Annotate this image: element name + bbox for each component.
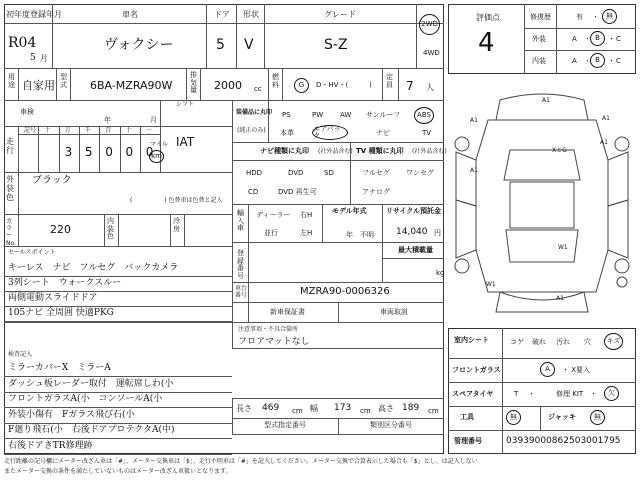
import-label: 輸入車 — [237, 209, 244, 233]
inspect-year: 年 — [104, 116, 111, 124]
front-glass-a-circled: A — [540, 362, 555, 377]
sales-line-rule — [4, 306, 232, 307]
fuel-label: 燃料 — [272, 73, 279, 89]
model-value: 6BA-MZRA90W — [90, 79, 173, 92]
separator: ・ — [592, 13, 599, 21]
exterior-grade-c: C — [616, 35, 621, 43]
spare-missing-circled: 欠 — [604, 386, 619, 401]
shape-label: 形状 — [243, 10, 259, 19]
reg-month-unit: 月 — [40, 54, 48, 63]
reg-month: 5 — [30, 53, 36, 63]
width-label: 幅 — [310, 404, 318, 413]
mileage-place-header: 十 — [125, 127, 132, 134]
right-front-door — [608, 152, 628, 206]
mileage-label: 走行 — [6, 137, 14, 155]
exterior-color-label: 外装色 — [6, 175, 14, 202]
nav-sd: SD — [324, 169, 334, 177]
footer-note-1: 走行距離の記号欄にメーター改ざん車は「#」、メーター交換車は「$」、走行不明車は「#」を記入してください。メーター交換で合算表示した場合も「$」とし、は記入しない — [4, 458, 478, 465]
max-load-label: 最大積載量 — [398, 246, 433, 254]
equipment-label: 装備品に丸印 — [236, 109, 273, 116]
footer-note-2: またメーター交換の条件を満たしていないものはメーター改ざん車扱いとなります。 — [4, 468, 232, 475]
usage-value: 自家用 — [22, 79, 55, 92]
sales-line-rule — [4, 276, 232, 277]
length-value: 469 — [262, 403, 280, 413]
sales-point-line: 105ナビ 全周囲 快適PKG — [8, 308, 114, 318]
tv-type-label: TV 種類に丸印 — [356, 147, 404, 155]
right-rear-door — [608, 200, 628, 258]
mileage-place-header: 一 — [145, 127, 152, 134]
mileage-digit: 0 — [125, 145, 134, 159]
interior-grade-c: C — [616, 57, 621, 65]
doors-value: 5 — [216, 37, 225, 53]
separator: ・ — [584, 57, 591, 65]
separator: ・ — [608, 57, 615, 65]
equip-pw: PW — [312, 111, 324, 119]
mileage-digit: 0 — [145, 145, 154, 159]
reg-date-label: 初年度登録年月 — [6, 10, 62, 19]
sales-line-rule — [4, 291, 232, 292]
sales-point-line: キーレス ナビ フルセグ バックカメラ — [8, 263, 179, 273]
seat-scratch-circled: キズ — [604, 333, 623, 350]
doors-label: ドア — [214, 10, 230, 19]
repair-no-circled: 無 — [602, 9, 617, 24]
mileage-digit: 0 — [105, 145, 113, 159]
mileage-place-header: 記号 — [24, 127, 37, 134]
fuel-options: D・HV・( ) — [316, 81, 372, 89]
mileage-cell-divider — [99, 126, 100, 172]
length-unit: cm — [292, 407, 303, 415]
right-front-wheel — [615, 137, 629, 151]
interior-grade-label: 内装 — [532, 57, 546, 65]
mileage-place-header: 百 — [105, 127, 112, 134]
grade-label: グレード — [324, 10, 356, 19]
tv-analog: アナログ — [362, 188, 390, 196]
sales-point-line: 両側電動スライドドア — [8, 293, 98, 303]
diagram-mark: A1 — [542, 97, 550, 104]
displacement-value: 2000 — [214, 79, 242, 92]
aircon-label: 冷房 — [173, 217, 180, 233]
repair-yes: 有 — [576, 13, 583, 21]
car-name-label: 車名 — [122, 10, 138, 19]
diagram-mark: A1 — [470, 117, 478, 124]
diagram-mark: W1 — [486, 281, 496, 288]
model-year-label: モデル年式 — [332, 207, 367, 215]
exterior-color-value: ブラック — [32, 175, 72, 186]
mileage-unit-km-circled: km — [149, 150, 164, 163]
inspector-note-line: ダッシュ板レーダー取付 運転席しわ(小 — [8, 378, 174, 389]
equip-abs-circled: ABS — [414, 107, 434, 124]
inspector-line-rule — [4, 376, 232, 377]
tools-none-circled: 無 — [506, 410, 521, 425]
nav-dvd: DVD — [288, 169, 304, 177]
separator: ・ — [590, 390, 597, 398]
recycle-unit: 円 — [434, 229, 441, 237]
sales-point-line: 3列シート ウォークスルー — [8, 278, 122, 288]
nav-type-label: ナビ種類に丸印 — [260, 147, 309, 155]
front-glass-label: フロントガラス — [452, 366, 501, 374]
seat-hole: 穴 — [584, 338, 591, 346]
diagram-mark: XとG — [552, 147, 567, 154]
equip-leather: 本革 — [280, 129, 294, 137]
shift-value: IAT — [176, 135, 195, 149]
interior-grade-b-circled: B — [590, 53, 605, 68]
inspect-label: 車検 — [20, 108, 34, 116]
displacement-unit: cc — [254, 85, 262, 93]
diagram-mark: A1 — [600, 139, 608, 146]
score-label: 評価点 — [476, 13, 500, 22]
nav-hdd: HDD — [246, 169, 263, 177]
capacity-unit: 人 — [426, 83, 434, 92]
inspector-line-rule — [4, 407, 232, 408]
import-dealer: ディーラー — [256, 211, 291, 219]
mgmt-number-value: 0393900086250300​1795 — [506, 436, 621, 446]
sales-points-label: セールスポイント — [8, 249, 56, 256]
import-lh: 左H — [300, 229, 313, 237]
drive-2wd-circled: 2WD — [419, 14, 440, 35]
type-cert-label: 型式指定番号 — [264, 421, 306, 429]
tv-oneseg: ワンセグ — [406, 169, 434, 177]
mileage-place-header: 万 — [64, 127, 71, 134]
import-parallel: 並行 — [264, 229, 278, 237]
height-unit: cm — [428, 407, 439, 415]
interior-grade-a: A — [572, 57, 577, 65]
exterior-grade-b-circled: B — [590, 31, 605, 46]
mileage-digit: 5 — [84, 145, 93, 159]
inspector-note-line: ミラーカバーX ミラーA — [8, 363, 111, 373]
windshield-outline — [504, 147, 580, 180]
rear-bumper-outline — [496, 292, 588, 312]
shift-label: シフト — [176, 101, 195, 108]
inspector-line-rule — [4, 454, 232, 455]
chassis-value: MZRA90-0006326 — [300, 286, 390, 297]
shape-value: V — [244, 37, 254, 53]
capacity-label: 定員 — [386, 73, 393, 89]
right-rear-wheel — [615, 259, 629, 273]
exterior-grade-a: A — [572, 35, 577, 43]
mileage-cell-divider — [79, 126, 80, 172]
spare-t: T — [514, 390, 519, 398]
inspector-label: 検査記入 — [8, 351, 33, 358]
left-front-wheel — [455, 137, 469, 151]
fuel-gasoline-circled: G — [294, 78, 309, 93]
inspector-note-line: フロントガラスA(小 コンソールA(小 — [8, 394, 163, 404]
spare-tire-label: スペアタイヤ — [452, 390, 494, 398]
inspector-note-line: 右後ドアきTR修理跡 — [8, 440, 93, 451]
repair-label: 修復歴 — [530, 13, 551, 21]
mileage-cell-divider — [38, 126, 39, 172]
score-value: 4 — [478, 28, 495, 58]
tv-type-sub: (社外品含む) — [412, 148, 447, 155]
roof-outline — [510, 182, 574, 228]
mileage-cell-divider — [59, 126, 60, 172]
height-value: 189 — [402, 403, 420, 413]
seat-tear: 破れ — [532, 338, 546, 346]
diagram-mark: A1 — [602, 115, 610, 122]
spare-wheel — [617, 277, 627, 287]
mileage-cell-divider — [140, 126, 141, 172]
color-change-note: ( ) 色替車は色替と記入 — [130, 197, 223, 204]
displacement-label: 排気量 — [190, 71, 197, 95]
model-year-value: 年 不明 — [346, 231, 374, 239]
drive-4wd: 4WD — [423, 49, 440, 57]
interior-color-label: 内装色 — [107, 217, 114, 241]
diagram-mark: A1 — [470, 167, 478, 174]
equipment-sublabel: (純正のみ) — [237, 127, 266, 134]
mgmt-number-label: 管理番号 — [454, 437, 482, 445]
inspect-month: 月 — [150, 116, 157, 124]
mileage-unit-mile: マイル — [150, 141, 168, 148]
tools-label: 工具 — [460, 413, 474, 421]
seat-stain: 汚れ — [556, 338, 570, 346]
spare-repair-kit: 修理 KIT — [556, 390, 584, 398]
notes-label: 注意事項・不具合箇所 — [238, 326, 299, 333]
recycle-label: リサイクル預託金 — [386, 207, 442, 215]
equip-airbag-circled: エアバック — [312, 125, 348, 140]
inspector-note-line: 外装小傷有 Fガラス飛び石(小 — [8, 409, 135, 420]
import-rh: 右H — [300, 211, 313, 219]
equip-tv: TV — [422, 129, 432, 137]
sales-line-rule — [4, 321, 232, 322]
reg-number-label: 登録番号 — [237, 249, 244, 281]
diagram-mark: W1 — [558, 244, 568, 251]
front-glass-other: ・ X要入 — [562, 366, 591, 374]
mileage-cell-divider — [120, 126, 121, 172]
inspector-note-line: F廻り飛石(小 右後ドアプロテクタA(中) — [8, 425, 175, 435]
nav-dvd-play: DVD 再生可 — [278, 188, 317, 196]
equip-ps: PS — [282, 111, 291, 119]
equip-navi: ナビ — [376, 129, 390, 137]
vehicle-manual: 車両取説 — [380, 308, 408, 316]
equip-sunroof: サンルーフ — [366, 111, 401, 119]
grade-value: S-Z — [324, 37, 348, 53]
separator: ・ — [528, 390, 535, 398]
height-label: 高さ — [378, 404, 394, 413]
seat-label: 室内シート — [454, 336, 489, 344]
length-label: 長さ — [236, 404, 252, 413]
nav-type-sub: (社外品含む) — [318, 148, 353, 155]
model-label: 型式 — [60, 73, 67, 89]
max-load-unit: kg — [436, 269, 445, 277]
equip-aw: AW — [340, 111, 352, 119]
recycle-value: 14,040 — [396, 227, 428, 237]
diagram-mark: A1 — [556, 295, 564, 302]
inspector-line-rule — [4, 392, 232, 393]
reg-era-year: R04 — [8, 35, 37, 51]
color-no-label: カラーNo. — [6, 218, 16, 247]
left-rear-door — [456, 200, 476, 258]
chassis-label: 車台番号 — [235, 285, 248, 299]
left-front-door — [456, 152, 476, 206]
capacity-value: 7 — [406, 79, 414, 93]
tv-fullseg: フルセグ — [362, 169, 390, 177]
class-no-label: 類別区分番号 — [370, 421, 412, 429]
separator: ・ — [608, 35, 615, 43]
nav-cd: CD — [248, 188, 259, 196]
jack-none-circled: 無 — [590, 410, 605, 425]
car-name: ヴォクシー — [104, 37, 174, 53]
jack-label: ジャッキ — [548, 413, 576, 421]
width-unit: cm — [360, 407, 371, 415]
color-no-value: 220 — [50, 223, 71, 236]
left-rear-wheel — [455, 259, 469, 273]
inspector-line-rule — [4, 438, 232, 439]
body-outline — [476, 120, 608, 292]
usage-label: 用途 — [8, 73, 15, 89]
notes-text: フロアマットなし — [238, 337, 310, 347]
seat-burn: コゲ — [510, 338, 524, 346]
new-car-warranty: 新車保証書 — [270, 308, 305, 316]
mileage-digit: 3 — [64, 145, 73, 159]
divider — [4, 23, 444, 24]
mileage-place-header: 十 — [44, 127, 51, 134]
exterior-grade-label: 外装 — [532, 35, 546, 43]
mileage-place-header: 千 — [84, 127, 91, 134]
width-value: 173 — [334, 403, 352, 413]
inspector-line-rule — [4, 423, 232, 424]
separator: ・ — [584, 35, 591, 43]
